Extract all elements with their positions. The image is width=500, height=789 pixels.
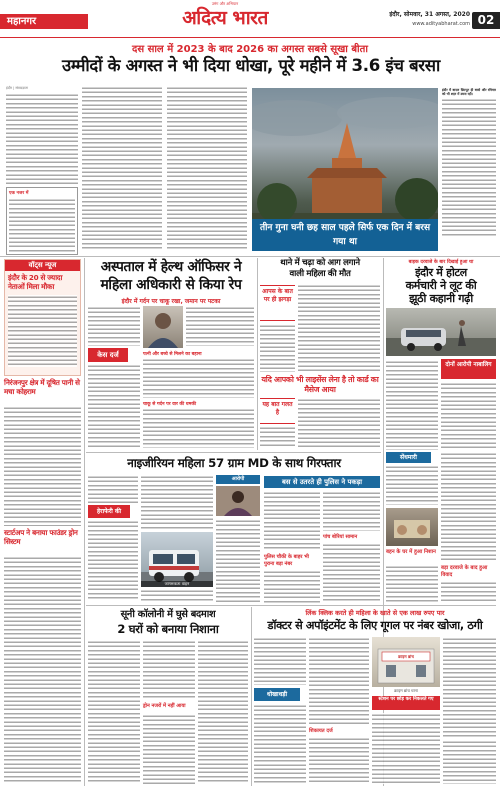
van-photo-illustration: [141, 532, 213, 587]
hotel-sub2: बड़ा दरवाजे के बाद हुआ विवाद: [441, 565, 488, 578]
divider-1: [0, 256, 500, 257]
md-photo: [141, 532, 213, 587]
website: www.adityabharat.com: [412, 21, 470, 27]
hotel-sub: बहन के घर में हुआ निशान: [386, 549, 436, 555]
section-label: महानगर: [0, 14, 88, 29]
fraud-body-col2: [309, 637, 369, 725]
theft-body-col1: [260, 324, 295, 372]
theft-headline-2: वाली महिला की मौत: [289, 269, 351, 279]
hotel-kicker: बाइक दरवाजे के बार दिखाई हुआ था: [408, 260, 474, 265]
md-body-col3: [141, 589, 213, 603]
fraud-photo: [372, 637, 440, 687]
theft-body-col3: [260, 426, 295, 448]
lead-body-col1: [6, 93, 78, 186]
lead-headline: उम्मीदों के अगस्त ने भी दिया धोखा, पूरे महीने में 3.6 इंच बरसा: [62, 56, 440, 75]
hotel-body-col1: [386, 360, 438, 450]
md-photo-caption: जागरूकता वाहन: [141, 581, 213, 587]
hospital-label: केस दर्ज: [88, 348, 128, 362]
theft-label2: यह बात गलत है: [260, 398, 295, 424]
bus-body-col3: [323, 543, 380, 603]
mid-rule-1: [257, 258, 258, 450]
hotel-photo: [386, 308, 496, 356]
hotel-body-col2: [441, 382, 496, 450]
watch-news-box: [4, 259, 81, 376]
hotel-body-col5: [441, 452, 496, 562]
lead-mini-box: [6, 187, 78, 255]
lead-photo-caption: तीन गुना घनी छह साल पहले सिर्फ एक दिन में बरस गया था: [252, 219, 438, 251]
md-label: हेराफेरी की: [88, 505, 130, 518]
person-photo-illustration: [143, 306, 183, 348]
lead-body-col2: [82, 86, 162, 251]
hotel-body-col4: [386, 565, 438, 603]
fraud-photo-caption: क्राइम ब्रांच थाना: [394, 688, 418, 693]
divider-md: [86, 452, 381, 453]
bus-body-col2: [323, 491, 380, 531]
theft-label: आपस के बात पर ही झगड़ा: [260, 285, 295, 321]
hospital-body-col3: [143, 358, 254, 398]
hospital-body-col2: [186, 306, 254, 346]
md-body-col2: [141, 475, 213, 530]
watch-news-headline: इंदौर के 20 से ज्यादा नेताओं मिला मौका: [8, 273, 63, 291]
building-photo-illustration: [372, 637, 440, 687]
bottom-rule: [251, 607, 252, 786]
md-accused: आरोपी: [216, 475, 260, 484]
fraud-label: धोखाधड़ी: [254, 688, 300, 701]
fraud-sign-text: क्राइम ब्रांच: [398, 654, 414, 659]
theft-headline-1: थाने में चढ़ा को आग लगाने: [280, 258, 360, 268]
dateline: इंदौर, सोमवार, 31 अगस्त, 2020: [389, 11, 470, 18]
lead-body-col3: [167, 86, 247, 251]
left-col-rule: [84, 258, 85, 786]
page-number: 02: [472, 12, 500, 29]
hotel-headline-2: कर्मचारी ने लूट की: [405, 279, 477, 292]
hotel-body-col3: [386, 465, 438, 505]
watch-news-body: [8, 295, 77, 367]
theft-body-col4: [298, 398, 380, 448]
theft-body-col2: [298, 284, 380, 372]
gang-sub: ड्रोन नजरों में नहीं आया: [143, 703, 186, 709]
divider-bottom: [86, 605, 496, 606]
hotel-photo-2: [386, 508, 438, 546]
hands-photo-illustration: [386, 508, 438, 546]
gang-body-col2: [143, 640, 195, 700]
lead-mini-title: एक नजर में: [9, 191, 29, 196]
logo-name: अदित्य भारत: [182, 7, 268, 29]
theft-sub: यदि आपको भी लाइसेंस लेना है तो कार्ड का मैसेज आया: [261, 375, 379, 394]
lead-side-caption: [442, 88, 496, 251]
lead-side-caption-text: इंदौर में बादल छिटपुट ही बरसे और रविवार को भी शहर में उमस रही।: [442, 88, 496, 97]
hospital-sub3: चाकू से गर्दन पर वार की धमकी: [143, 402, 197, 407]
lead-photo: [252, 88, 438, 251]
col3-body: [4, 556, 81, 784]
lead-byline: इंदौर | संवाददाता: [6, 86, 29, 90]
md-body-col4: [216, 519, 260, 603]
fraud-body-col6: [443, 740, 496, 784]
hospital-body-col1b: [88, 364, 140, 447]
gang-headline-2: 2 घरों को बनाया निशाना: [117, 622, 219, 636]
col3-headline: स्टार्टअप ने बनाया फाउंडर ड्रोन सिस्टम: [4, 528, 78, 546]
hospital-sub: इंदौर में गर्दन पर चाकू रखा, जमान पर पटका: [121, 298, 221, 305]
hotel-headline-1: इंदौर में होटल: [415, 266, 467, 279]
fraud-body-col4: [309, 737, 369, 784]
hotel-headline-3: झूठी कहानी गढ़ी: [409, 292, 473, 305]
gang-headline-1: सूनी कॉलोनी में घुसे बदमाश: [120, 609, 216, 620]
md-body-col1b: [88, 520, 138, 600]
hotel-body-col6: [441, 581, 496, 603]
watch-news-title: वॉट्स न्यूज: [5, 260, 80, 271]
bus-body-col1: [264, 491, 320, 551]
hospital-headline-1: अस्पताल में हेल्थ ऑफिसर ने: [100, 259, 242, 275]
fraud-kicker: लिंक क्लिक करते ही महिला के खाते से एक लाख रुपए पार: [305, 609, 445, 617]
md-body-col1: [88, 475, 138, 503]
bus-label: पांच बोरियां सामान: [323, 534, 358, 540]
hotel-badge: दोनों आरोपी नाबालिग: [441, 359, 496, 379]
fraud-body-col1: [254, 637, 306, 685]
woman-photo-illustration: [216, 486, 260, 516]
md-headline: नाइजीरियन महिला 57 ग्राम MD के साथ गिरफ्तार: [127, 456, 341, 470]
lead-side-caption-body: [442, 98, 496, 238]
fraud-body-col1b: [254, 704, 306, 784]
gang-body-col1: [88, 640, 140, 784]
hospital-photo: [143, 306, 183, 348]
cctv-photo-illustration: [386, 308, 496, 356]
lead-mini-body: [9, 198, 75, 253]
fraud-body-col5: [372, 713, 440, 784]
hospital-sub2: पत्नी और बच्चे से मिलने का बहाना: [143, 352, 202, 357]
fraud-body-col3: [443, 637, 496, 737]
gang-body-col4: [198, 640, 248, 784]
hotel-label: सेंधमारी: [386, 452, 431, 463]
bus-sub: पुलिस चौकी के बाहर भी पुराना बड़ा नंबर: [264, 554, 309, 567]
logo: [165, 1, 285, 35]
bus-body-col4: [264, 570, 320, 603]
masthead: [0, 0, 500, 38]
fraud-headline: डॉक्टर से अपॉइंटमेंट के लिए गूगल पर नंबर खोजा, ठगी: [267, 619, 483, 632]
fraud-sub: शिकायत दर्ज: [309, 728, 333, 734]
md-accused-photo: [216, 486, 260, 516]
bus-headline: बस से उतरते ही पुलिस ने पकड़ा: [264, 476, 380, 488]
hospital-body-col1: [88, 306, 140, 346]
lead-kicker: दस साल में 2023 के बाद 2026 का अगस्त सबसे सूखा बीता: [132, 44, 368, 55]
fraud-sub2: स्टेशन पर छोड़ कर निकलते गए: [372, 696, 440, 710]
hospital-headline-2: महिला अधिकारी से किया रेप: [100, 277, 242, 293]
col2-headline: निरंजनपुर क्षेत्र में दूषित पानी से मचा कोहराम: [4, 378, 80, 396]
col2-body: [4, 406, 81, 526]
hospital-body-col4: [143, 408, 254, 448]
gang-body-col3: [143, 714, 195, 784]
logo-tagline: उमंग और अभियान: [211, 1, 239, 6]
